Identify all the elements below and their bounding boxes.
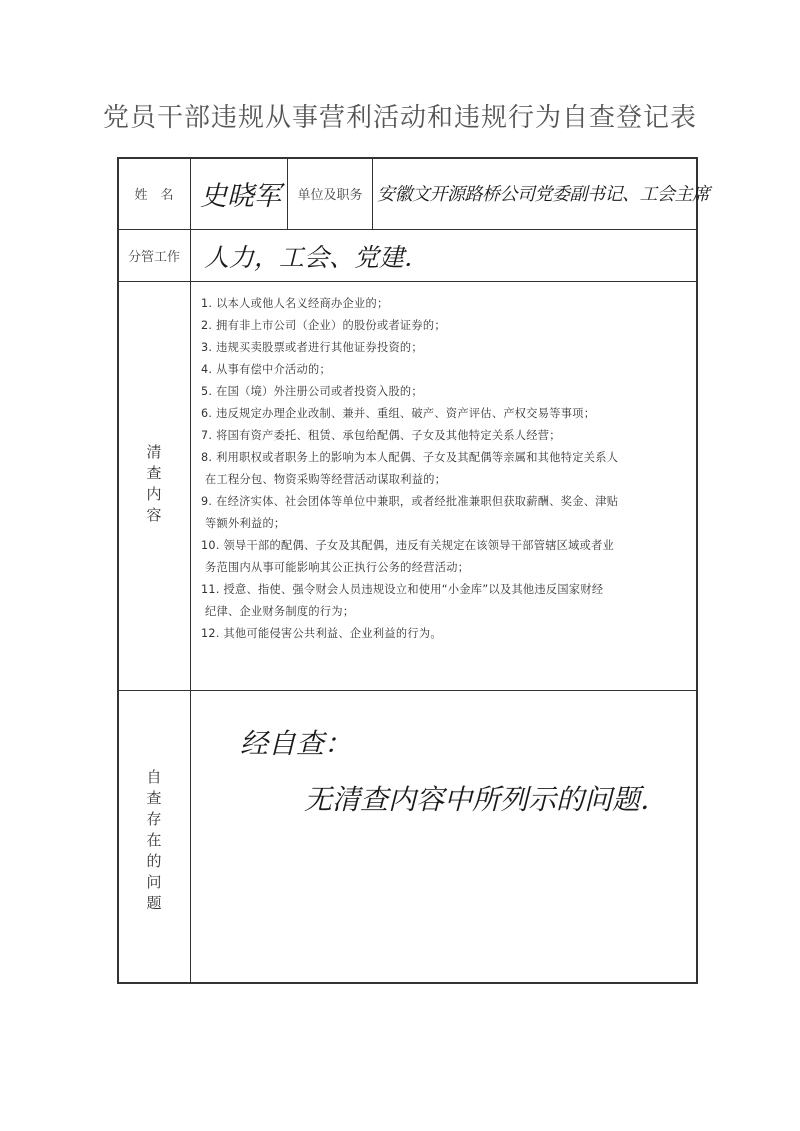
list-item: 4. 从事有偿中介活动的； <box>201 363 332 376</box>
table-row-divider-1 <box>117 229 698 230</box>
list-item: 11. 授意、指使、强令财会人员违规设立和使用“小金库”以及其他违反国家财经 纪律、企业财务制度的行为； <box>201 583 604 618</box>
list-item: 7. 将国有资产委托、租赁、承包给配偶、子女及其他特定关系人经营； <box>201 429 561 442</box>
list-item: 12. 其他可能侵害公共利益、企业利益的行为。 <box>201 627 442 640</box>
label-unit-position: 单位及职务 <box>297 188 363 203</box>
table-col-divider-label <box>190 157 191 983</box>
label-self-check: 自查存在的问题 <box>146 768 162 912</box>
table-col-divider-name-right <box>372 157 373 229</box>
table-border-top <box>117 157 698 159</box>
list-item: 9. 在经济实体、社会团体等单位中兼职，或者经批准兼职但获取薪酬、奖金、津贴 等额外利益的； <box>201 495 619 530</box>
label-name: 姓 名 <box>134 188 174 203</box>
table-row-divider-2 <box>117 281 698 282</box>
table-border-bottom <box>117 982 698 984</box>
list-item: 5. 在国（境）外注册公司或者投资入股的； <box>201 385 423 398</box>
handwritten-result-heading: 经自查： <box>240 727 353 760</box>
list-item: 1. 以本人或他人名义经商办企业的； <box>201 297 389 310</box>
list-item: 3. 违规买卖股票或者进行其他证券投资的； <box>201 341 423 354</box>
page-title: 党员干部违规从事营利活动和违规行为自查登记表 <box>102 103 697 133</box>
handwritten-name: 史晓军 <box>200 181 281 212</box>
handwritten-unit-position: 安徽文开源路桥公司党委副书记、工会主席 <box>377 184 710 205</box>
label-check-content: 清查内容 <box>146 443 162 524</box>
list-item: 8. 利用职权或者职务上的影响为本人配偶、子女及其配偶等亲属和其他特定关系人 在工程分包、物资采购等经营活动谋取利益的； <box>201 451 619 486</box>
list-item: 10. 领导干部的配偶、子女及其配偶，违反有关规定在该领导干部管辖区域或者业 务范围内从事可能影响其公正执行公务的经营活动； <box>201 539 615 574</box>
list-item: 6. 违反规定办理企业改制、兼并、重组、破产、资产评估、产权交易等事项； <box>201 407 596 420</box>
list-item: 2. 拥有非上市公司（企业）的股份或者证券的； <box>201 319 446 332</box>
handwritten-duties: 人力，工会、党建． <box>204 243 430 272</box>
table-row-divider-3 <box>117 690 698 691</box>
label-duties: 分管工作 <box>127 250 180 265</box>
check-items-list <box>201 293 691 645</box>
handwritten-result-body: 无清查内容中所列示的问题． <box>304 783 669 816</box>
